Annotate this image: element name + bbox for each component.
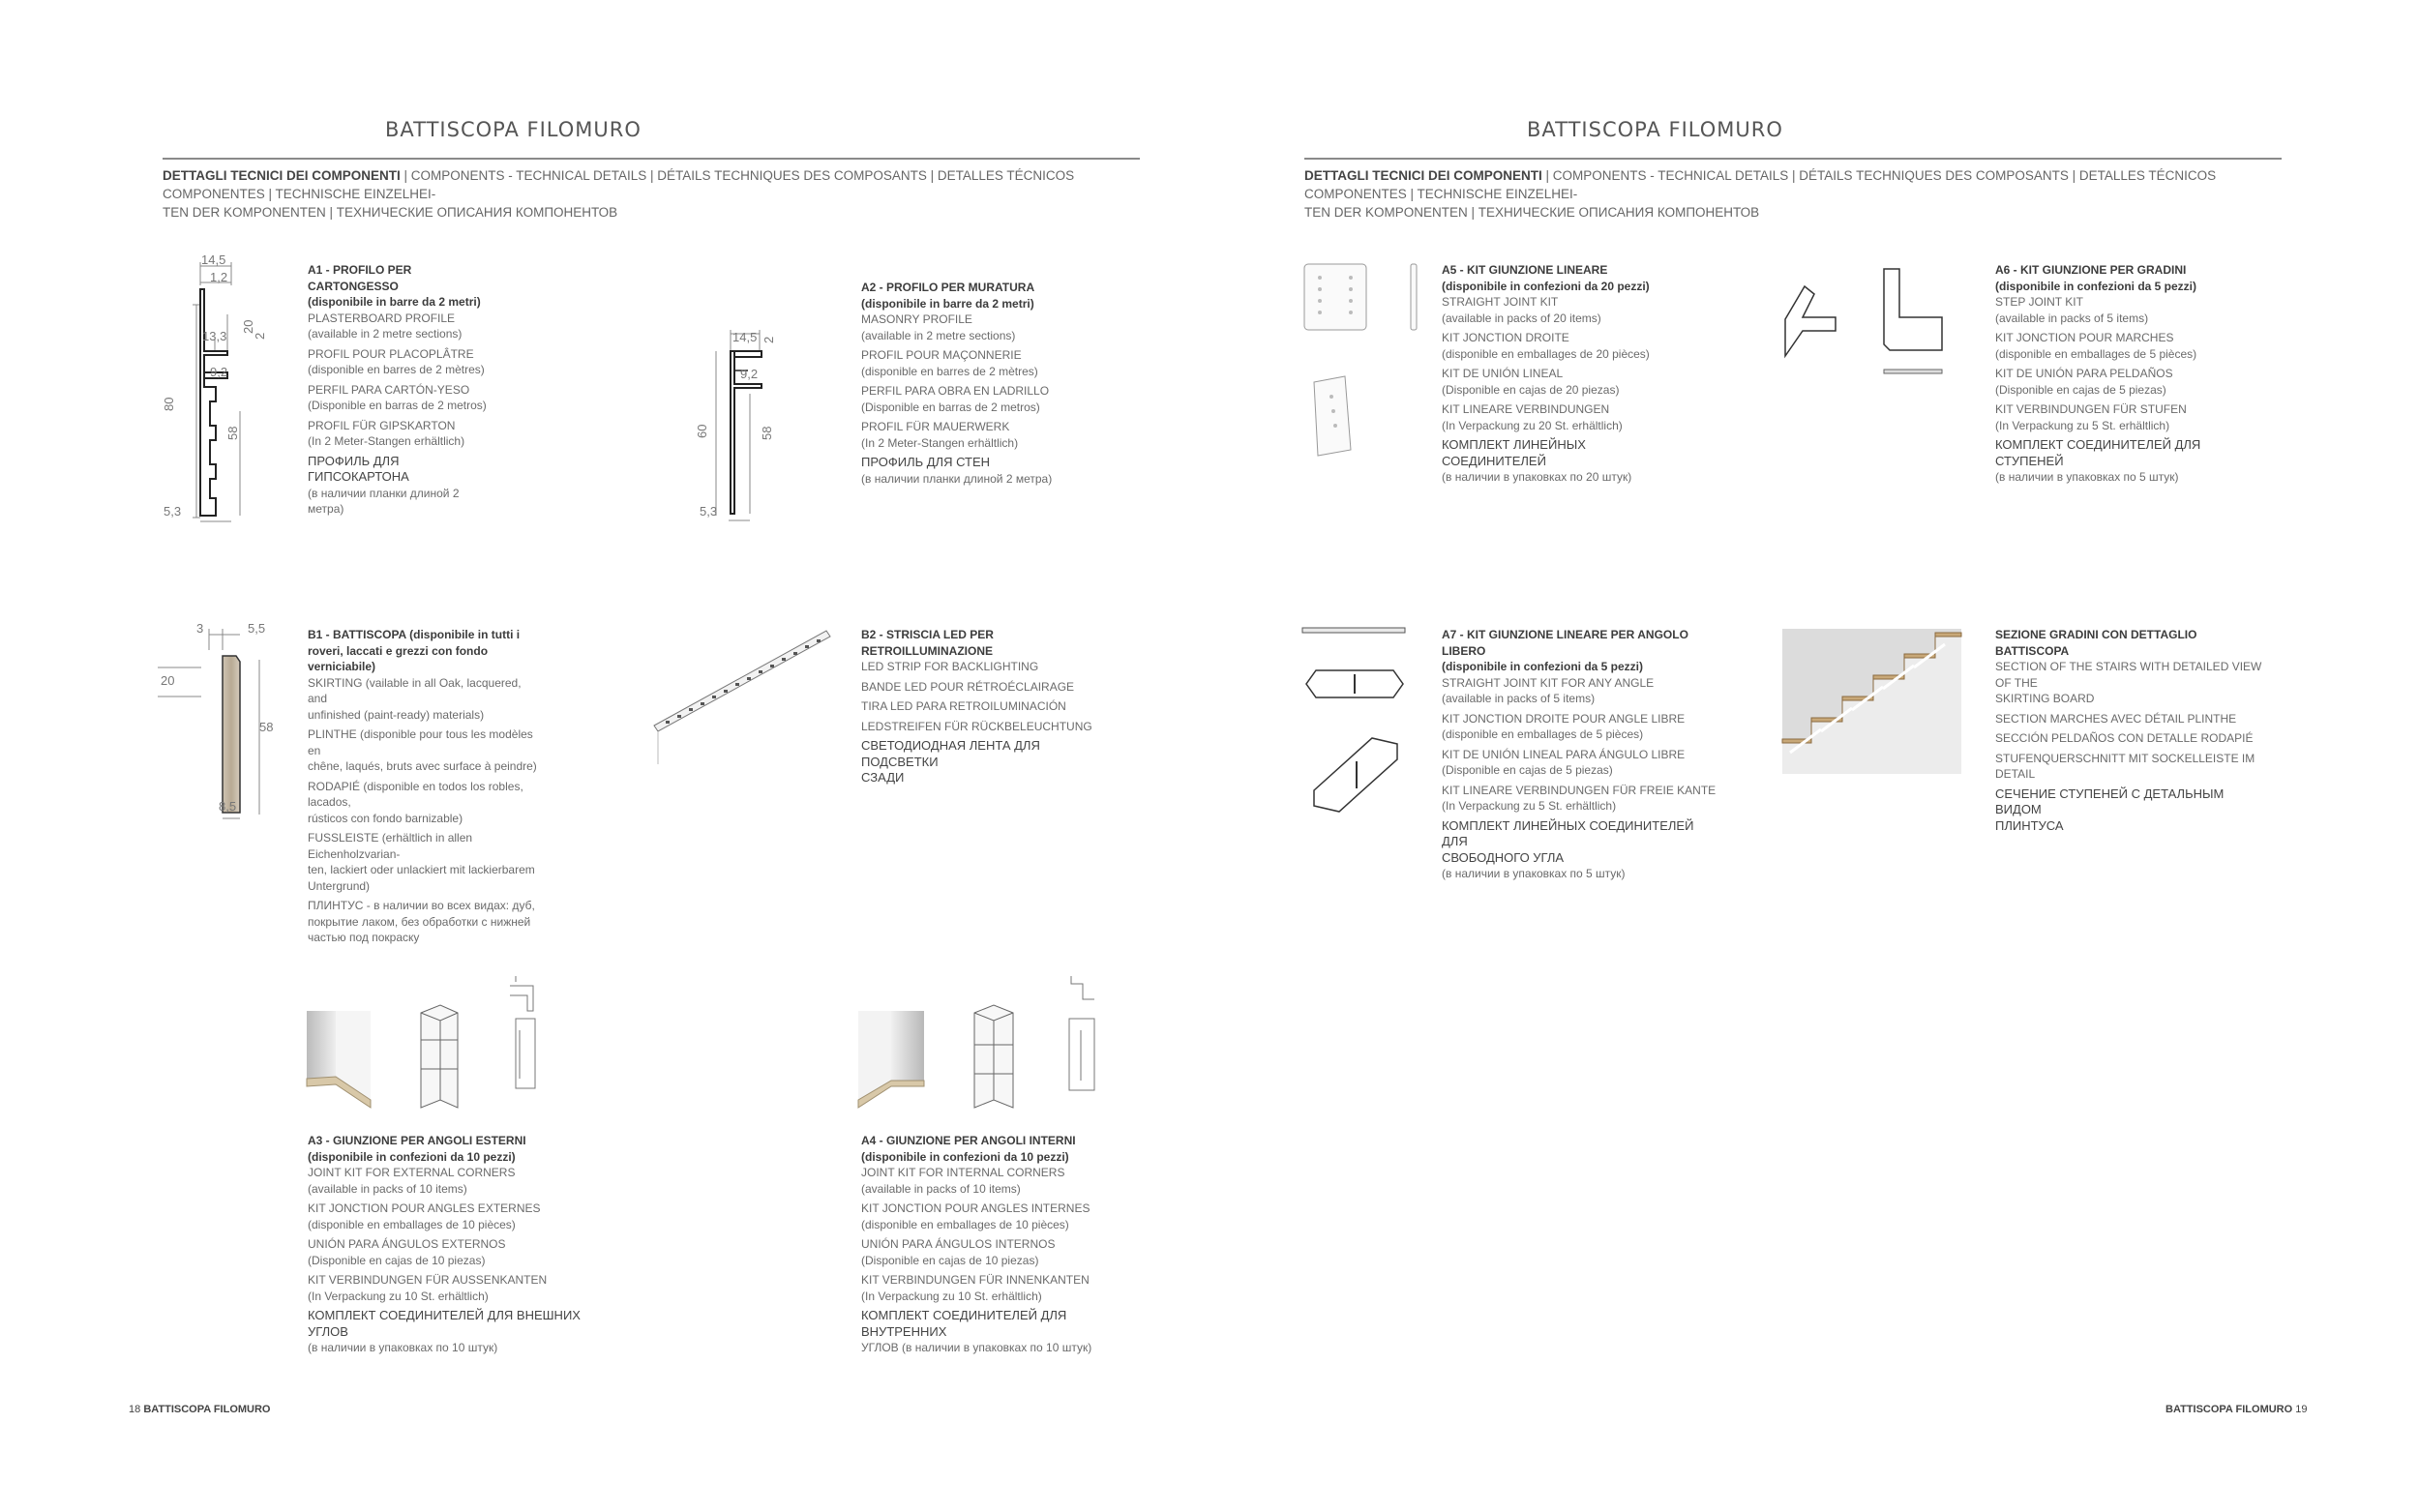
b2-description: B2 - STRISCIA LED PER RETROILLUMINAZIONE LED STRIP FOR BACKLIGHTING BANDE LED POUR RÉTROÉCLAIRAGE TIRA LED PARA RETROILUMINACIÓN LEDSTREIFEN FÜR RÜCKBELEUCHTUNG СВЕТОДИОДНАЯ ЛЕНТА ДЛЯ ПОДСВЕТКИ СЗАДИ [861,628,1092,785]
a1-profile-drawing [160,252,305,527]
dim-label: 5,3 [164,504,182,519]
dim-label: 3 [196,621,204,636]
a4-description: A4 - GIUNZIONE PER ANGOLI INTERNI (disponibile in confezioni da 10 pezzi) JOINT KIT FOR INTERNAL CORNERS (available in packs of 10 items) KIT JONCTION POUR ANGLES INTERNES (disponible en emballages de 10 pièces) UNIÓN PARA ÁNGULOS INTERNOS (Disponible en cajas de 10 piezas) KIT VERBINDUNGEN FÜR INNENKANTEN (In Verpackung zu 10 St. erhältlich) КОМПЛЕКТ СОЕДИНИТЕЛЕЙ ДЛЯ ВНУТРЕННИХ УГЛОВ (в наличии в упаковках по 10 штук) [861,1134,1092,1354]
a3-external-corner-drawing [305,972,566,1117]
dim-label: 5,5 [248,621,266,636]
dim-label: 13,3 [202,329,227,343]
page-number-left: 18 BATTISCOPA FILOMURO [129,1404,271,1415]
dim-label: 9,2 [740,367,759,381]
dim-label: 58 [225,426,240,440]
dim-label: 58 [259,720,274,734]
a5-description: A5 - KIT GIUNZIONE LINEARE (disponibile in confezioni da 20 pezzi) STRAIGHT JOINT KIT (available in packs of 20 items) KIT JONCTION DROITE (disponible en emballages de 20 pièces) KIT DE UNIÓN LINEAL (Disponible en cajas de 20 piezas) KIT LINEARE VERBINDUNGEN (In Verpackung zu 20 St. erhältlich) КОМПЛЕКТ ЛИНЕЙНЫХ СОЕДИНИТЕЛЕЙ (в наличии в упаковках по 20 штук) [1442,263,1650,484]
page-title-right: BATTISCOPA FILOMURO [1527,118,1783,141]
subtitle-right: DETTAGLI TECNICI DEI COMPONENTI | COMPONENTS - TECHNICAL DETAILS | DÉTAILS TECHNIQUES DES COMPOSANTS | DETALLES TÉCNICOS COMPONENTES | TECHNISCHE EINZELHEI- TEN DER KOMPONENTEN | ТЕХНИЧЕСКИЕ ОПИСАНИЯ КОМПОНЕНТОВ [1304,168,2217,220]
page-title-left: BATTISCOPA FILOMURO [385,118,642,141]
dim-label: 14,5 [201,252,226,267]
dim-label: 20 [241,319,255,334]
a6-description: A6 - KIT GIUNZIONE PER GRADINI (disponibile in confezioni da 5 pezzi) STEP JOINT KIT (available in packs of 5 items) KIT JONCTION POUR MARCHES (disponible en emballages de 5 pièces) KIT DE UNIÓN PARA PELDAÑOS (Disponible en cajas de 5 piezas) KIT VERBINDUNGEN FÜR STUFEN (In Verpackung zu 5 St. erhältlich) КОМПЛЕКТ СОЕДИНИТЕЛЕЙ ДЛЯ СТУПЕНЕЙ (в наличии в упаковках по 5 штук) [1995,263,2201,484]
a7-description: A7 - KIT GIUNZIONE LINEARE PER ANGOLO LIBERO (disponibile in confezioni da 5 pezzi) STRAIGHT JOINT KIT FOR ANY ANGLE (available in packs of 5 items) KIT JONCTION DROITE POUR ANGLE LIBRE (disponible en emballages de 5 pièces) KIT DE UNIÓN LINEAL PARA ÁNGULO LIBRE (Disponible en cajas de 5 piezas) KIT LINEARE VERBINDUNGEN FÜR FREIE KANTE (In Verpackung zu 5 St. erhältlich) КОМПЛЕКТ ЛИНЕЙНЫХ СОЕДИНИТЕЛЕЙ ДЛЯ СВОБОДНОГО УГЛА (в наличии в упаковках по 5 штук) [1442,628,1717,880]
a7-angle-joint-drawing [1297,624,1422,817]
a1-description: A1 - PROFILO PER CARTONGESSO (disponibile in barre da 2 metri) PLASTERBOARD PROFILE (available in 2 metre sections) PROFIL POUR PLACOPLÂTRE (disponible en barres de 2 mètres) PERFIL PARA CARTÓN-YESO (Disponible en barras de 2 metros) PROFIL FÜR GIPSKARTON (In 2 Meter-Stangen erhältlich) ПРОФИЛЬ ДЛЯ ГИПСОКАРТОНА (в наличии планки длиной 2 метра) [308,263,487,516]
stairs-description: SEZIONE GRADINI CON DETTAGLIO BATTISCOPA SECTION OF THE STAIRS WITH DETAILED VIEW OF THE SKIRTING BOARD SECTION MARCHES AVEC DÉTAIL PLINTHE SECCIÓN PELDAÑOS CON DETALLE RODAPIÉ STUFENQUERSCHNITT MIT SOCKELLEISTE IM DETAIL СЕЧЕНИЕ СТУПЕНЕЙ С ДЕТАЛЬНЫМ ВИДОМ ПЛИНТУСА [1995,628,2262,833]
led-strip-drawing [646,629,840,774]
b1-skirting-drawing [153,621,288,829]
dim-label: 8,5 [219,799,237,814]
a2-description: A2 - PROFILO PER MURATURA (disponibile in barre da 2 metri) MASONRY PROFILE (available in 2 metre sections) PROFIL POUR MAÇONNERIE (disponible en barres de 2 mètres) PERFIL PARA OBRA EN LADRILLO (Disponible en barras de 2 metros) PROFIL FÜR MAUERWERK (In 2 Meter-Stangen erhältlich) ПРОФИЛЬ ДЛЯ СТЕН (в наличии планки длиной 2 метра) [861,281,1053,486]
a6-step-joint-drawing [1776,261,1955,382]
dim-label: 58 [760,426,774,440]
dim-label: 2 [253,332,267,340]
a5-straight-joint-drawing [1297,256,1432,474]
dim-label: 5,3 [700,504,718,519]
a2-profile-drawing [692,324,798,527]
subtitle-left: DETTAGLI TECNICI DEI COMPONENTI | COMPONENTS - TECHNICAL DETAILS | DÉTAILS TECHNIQUES DES COMPOSANTS | DETALLES TÉCNICOS COMPONENTES | TECHNISCHE EINZELHEI- TEN DER KOMPONENTEN | ТЕХНИЧЕСКИЕ ОПИСАНИЯ КОМПОНЕНТОВ [163,168,1075,220]
header-rule-right [1304,158,2282,160]
dim-label: 60 [695,424,709,438]
dim-label: 14,5 [732,330,758,344]
b1-description: B1 - BATTISCOPA (disponibile in tutti i roveri, laccati e grezzi con fondo verniciabile) SKIRTING (vailable in all Oak, lacquered, and unfinished (paint-ready) materials) PLINTHE (disponible pour tous les modèles en chêne, laqués, bruts avec surface à peindre) RODAPIÉ (disponible en todos los robles, lacados, rústicos con fondo barnizable) FUSSLEISTE (erhältlich in allen Eichenholzvarian- ten, lackiert oder unlackiert mit lackierbarem Untergrund) ПЛИНТУС - в наличии во всех видах: дуб, покрытие лаком, без обработки с нижней частью под покраску [308,628,537,944]
a4-internal-corner-drawing [856,972,1118,1117]
dim-label: 80 [162,397,176,411]
b1-dim-labels [161,621,273,814]
header-rule-left [163,158,1140,160]
a3-description: A3 - GIUNZIONE PER ANGOLI ESTERNI (disponibile in confezioni da 10 pezzi) JOINT KIT FOR EXTERNAL CORNERS (available in packs of 10 items) KIT JONCTION POUR ANGLES EXTERNES (disponible en emballages de 10 pièces) UNIÓN PARA ÁNGULOS EXTERNOS (Disponible en cajas de 10 piezas) KIT VERBINDUNGEN FÜR AUSSENKANTEN (In Verpackung zu 10 St. erhältlich) КОМПЛЕКТ СОЕДИНИТЕЛЕЙ ДЛЯ ВНЕШНИХ УГЛОВ (в наличии в упаковках по 10 штук) [308,1134,581,1354]
page-number-right: BATTISCOPA FILOMURO 19 [2165,1404,2308,1415]
dim-label: 20 [161,673,175,688]
dim-label: 2 [762,336,776,343]
dim-label: 9,2 [210,365,228,379]
dim-label: 1,2 [210,270,228,284]
stairs-section-drawing [1782,629,1961,774]
